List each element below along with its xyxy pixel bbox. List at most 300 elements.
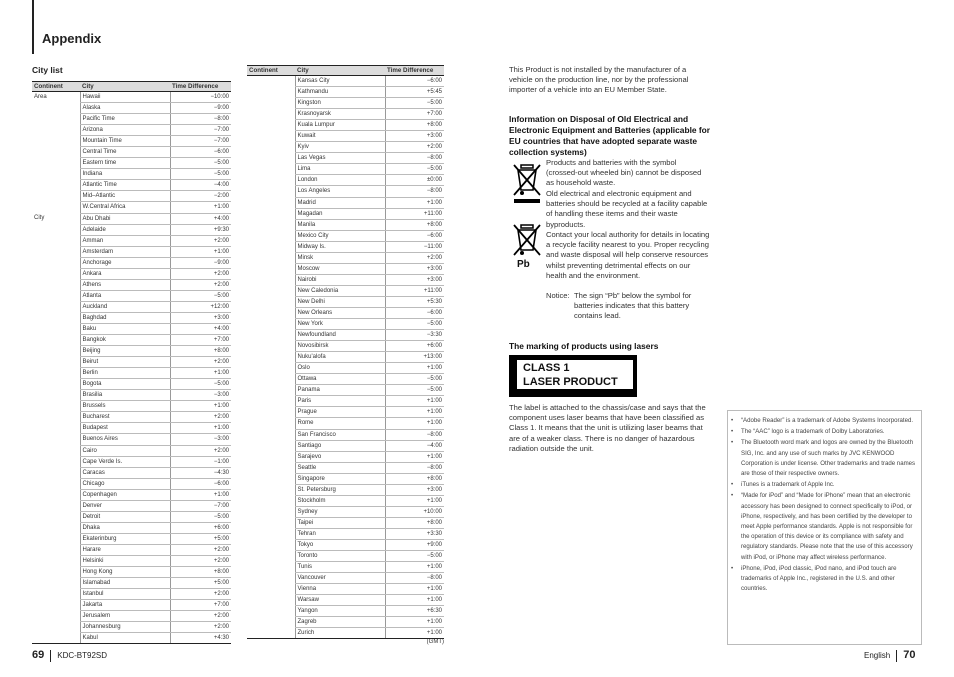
city-cell: Kuala Lumpur bbox=[295, 120, 385, 131]
disposal-paragraph-3: Contact your local authority for details in locating a recycle facility nearest to you. Proper recycling and waste disposal will help conserve resources whilst preventing detrimental effects on our health and the environment. bbox=[546, 230, 710, 280]
table-row bbox=[32, 301, 231, 312]
time-difference-cell: +5:00 bbox=[170, 533, 231, 544]
continent-cell bbox=[247, 462, 295, 473]
city-cell: Caracas bbox=[80, 467, 170, 478]
disposal-heading: Information on Disposal of Old Electrical and Electronic Equipment and Batteries (applicable for EU countries that have adopted separate waste collection systems) bbox=[509, 114, 711, 157]
continent-cell bbox=[247, 341, 295, 352]
continent-cell bbox=[247, 241, 295, 252]
city-cell: Amsterdam bbox=[80, 246, 170, 257]
table-row bbox=[32, 379, 231, 390]
page-title: Appendix bbox=[42, 31, 102, 46]
city-cell: Newfoundland bbox=[295, 330, 385, 341]
intro-paragraph: This Product is not installed by the manufacturer of a vehicle on the production line, nor by the professional importer of a vehicle into an EU Member State. bbox=[509, 65, 689, 95]
time-difference-cell: +2:00 bbox=[170, 589, 231, 600]
col-header-city: City bbox=[295, 66, 385, 76]
table-row bbox=[247, 495, 444, 506]
city-cell: Kansas City bbox=[295, 76, 385, 87]
city-cell: Adelaide bbox=[80, 224, 170, 235]
continent-cell bbox=[32, 578, 80, 589]
table-row bbox=[247, 219, 444, 230]
table-row bbox=[32, 279, 231, 290]
table-row bbox=[32, 467, 231, 478]
trademark-text: “Made for iPod” and “Made for iPhone” mean that an electronic accessory has been designed to connect specifically to iPod, or iPhone, respectively, and has been certified by the developer to meet Apple performance standards. Apple is not responsible for the operation of this device or its compliance with safety and regulatory standards. Please note that the use of this accessory with iPod, or iPhone may affect wireless performance. bbox=[741, 492, 913, 561]
table-row bbox=[32, 445, 231, 456]
trademark-item bbox=[728, 438, 917, 479]
time-difference-cell: +1:00 bbox=[170, 368, 231, 379]
table-row bbox=[247, 374, 444, 385]
city-cell: Toronto bbox=[295, 551, 385, 562]
table-row bbox=[247, 131, 444, 142]
table-row bbox=[32, 567, 231, 578]
table-row bbox=[247, 120, 444, 131]
continent-cell bbox=[32, 500, 80, 511]
city-cell: Vancouver bbox=[295, 573, 385, 584]
city-cell: Los Angeles bbox=[295, 186, 385, 197]
time-difference-cell: +2:00 bbox=[170, 279, 231, 290]
city-cell: Eastern time bbox=[80, 158, 170, 169]
continent-cell bbox=[247, 230, 295, 241]
time-difference-cell: ±0:00 bbox=[385, 175, 444, 186]
time-difference-cell: −2:00 bbox=[170, 191, 231, 202]
continent-cell bbox=[32, 533, 80, 544]
table-row bbox=[32, 423, 231, 434]
table-row bbox=[247, 407, 444, 418]
continent-cell bbox=[32, 246, 80, 257]
time-difference-cell: −5:00 bbox=[170, 511, 231, 522]
city-cell: Magadan bbox=[295, 208, 385, 219]
table-row bbox=[247, 252, 444, 263]
table-row bbox=[247, 76, 444, 87]
table-row bbox=[32, 202, 231, 213]
continent-cell bbox=[32, 412, 80, 423]
trademark-item bbox=[728, 427, 917, 437]
city-cell: Paris bbox=[295, 396, 385, 407]
table-row bbox=[247, 197, 444, 208]
table-row bbox=[247, 528, 444, 539]
city-cell: Alaska bbox=[80, 103, 170, 114]
time-difference-cell: +1:00 bbox=[385, 617, 444, 628]
time-difference-cell: +1:00 bbox=[385, 407, 444, 418]
continent-cell bbox=[32, 544, 80, 555]
time-difference-cell: +6:30 bbox=[385, 606, 444, 617]
continent-cell bbox=[32, 268, 80, 279]
table-row bbox=[32, 147, 231, 158]
table-row bbox=[247, 98, 444, 109]
continent-cell bbox=[247, 131, 295, 142]
continent-cell bbox=[247, 352, 295, 363]
time-difference-cell: +2:00 bbox=[170, 544, 231, 555]
city-cell: Prague bbox=[295, 407, 385, 418]
col-header-time-difference: Time Difference bbox=[170, 82, 231, 92]
city-cell: Zagreb bbox=[295, 617, 385, 628]
city-cell: Seattle bbox=[295, 462, 385, 473]
city-cell: Moscow bbox=[295, 263, 385, 274]
table-row bbox=[32, 235, 231, 246]
time-difference-cell: +5:45 bbox=[385, 87, 444, 98]
city-cell: Madrid bbox=[295, 197, 385, 208]
table-row bbox=[32, 335, 231, 346]
city-cell: Harare bbox=[80, 544, 170, 555]
table-row bbox=[32, 92, 231, 103]
table-row bbox=[32, 224, 231, 235]
city-cell: Athens bbox=[80, 279, 170, 290]
pb-label: Pb bbox=[517, 259, 530, 270]
time-difference-cell: −5:00 bbox=[385, 164, 444, 175]
time-difference-cell: −6:00 bbox=[385, 76, 444, 87]
continent-cell bbox=[32, 357, 80, 368]
continent-cell bbox=[32, 147, 80, 158]
city-cell: Abu Dhabi bbox=[80, 213, 170, 224]
continent-cell bbox=[32, 290, 80, 301]
continent-cell bbox=[32, 445, 80, 456]
continent-cell bbox=[247, 385, 295, 396]
city-table-2 bbox=[247, 65, 444, 639]
trademark-item bbox=[728, 491, 917, 562]
table-row bbox=[32, 401, 231, 412]
bullet-icon: • bbox=[731, 481, 734, 489]
table-row bbox=[32, 346, 231, 357]
laser-class-label bbox=[509, 355, 637, 397]
city-cell: San Francisco bbox=[295, 429, 385, 440]
city-cell: Anchorage bbox=[80, 257, 170, 268]
table-row bbox=[247, 429, 444, 440]
table-row bbox=[247, 175, 444, 186]
footer-left bbox=[32, 649, 107, 662]
city-cell: Minsk bbox=[295, 252, 385, 263]
city-cell: Bangkok bbox=[80, 335, 170, 346]
time-difference-cell: −8:00 bbox=[385, 153, 444, 164]
table-row bbox=[247, 208, 444, 219]
time-difference-cell: −4:00 bbox=[170, 180, 231, 191]
table-row bbox=[247, 319, 444, 330]
table-row bbox=[32, 213, 231, 224]
time-difference-cell: +3:00 bbox=[385, 263, 444, 274]
continent-cell bbox=[247, 307, 295, 318]
time-difference-cell: +11:00 bbox=[385, 285, 444, 296]
continent-cell bbox=[247, 330, 295, 341]
city-cell: Midway Is. bbox=[295, 241, 385, 252]
time-difference-cell: +1:00 bbox=[170, 202, 231, 213]
continent-cell bbox=[247, 76, 295, 87]
time-difference-cell: +8:00 bbox=[385, 473, 444, 484]
continent-cell bbox=[247, 285, 295, 296]
continent-cell bbox=[247, 539, 295, 550]
continent-cell bbox=[32, 456, 80, 467]
table-row bbox=[247, 385, 444, 396]
continent-cell bbox=[247, 142, 295, 153]
continent-cell bbox=[247, 551, 295, 562]
table-row bbox=[32, 290, 231, 301]
continent-cell bbox=[32, 202, 80, 213]
city-list-heading: City list bbox=[32, 65, 63, 75]
table-row bbox=[32, 578, 231, 589]
table-row bbox=[32, 323, 231, 334]
table-row bbox=[247, 87, 444, 98]
table-row bbox=[247, 418, 444, 429]
time-difference-cell: −8:00 bbox=[385, 429, 444, 440]
table-row bbox=[32, 114, 231, 125]
table-row bbox=[247, 484, 444, 495]
table-row bbox=[32, 169, 231, 180]
city-cell: Ankara bbox=[80, 268, 170, 279]
table-row bbox=[247, 109, 444, 120]
continent-cell bbox=[32, 401, 80, 412]
city-cell: Rome bbox=[295, 418, 385, 429]
page-number-right: 70 bbox=[903, 649, 916, 661]
continent-cell bbox=[32, 622, 80, 633]
continent-cell bbox=[247, 495, 295, 506]
city-cell: Helsinki bbox=[80, 555, 170, 566]
table-row bbox=[32, 500, 231, 511]
city-cell: Tokyo bbox=[295, 539, 385, 550]
trademark-text: iPhone, iPod, iPod classic, iPod nano, and iPod touch are trademarks of Apple Inc., registered in the U.S. and other countries. bbox=[741, 564, 897, 593]
time-difference-cell: −7:00 bbox=[170, 136, 231, 147]
city-cell: Sydney bbox=[295, 506, 385, 517]
time-difference-cell: −3:00 bbox=[170, 390, 231, 401]
time-difference-cell: +12:00 bbox=[170, 301, 231, 312]
city-cell: Atlantic Time bbox=[80, 180, 170, 191]
table-row bbox=[247, 517, 444, 528]
table-row bbox=[247, 142, 444, 153]
city-cell: Indiana bbox=[80, 169, 170, 180]
time-difference-cell: −5:00 bbox=[385, 551, 444, 562]
bullet-icon: • bbox=[731, 492, 734, 500]
trademark-text: The “AAC” logo is a trademark of Dolby Laboratories. bbox=[741, 428, 885, 436]
city-cell: Mexico City bbox=[295, 230, 385, 241]
continent-cell bbox=[247, 584, 295, 595]
bullet-icon: • bbox=[731, 417, 734, 424]
table-row bbox=[32, 478, 231, 489]
table-row bbox=[32, 589, 231, 600]
time-difference-cell: −6:00 bbox=[385, 230, 444, 241]
time-difference-cell: −5:00 bbox=[385, 374, 444, 385]
continent-cell bbox=[32, 169, 80, 180]
city-cell: Baghdad bbox=[80, 312, 170, 323]
time-difference-cell: +4:30 bbox=[170, 633, 231, 644]
table-row bbox=[32, 257, 231, 268]
continent-cell bbox=[247, 363, 295, 374]
continent-cell bbox=[32, 312, 80, 323]
trademark-item bbox=[728, 416, 917, 426]
continent-cell bbox=[32, 257, 80, 268]
table-row bbox=[32, 312, 231, 323]
continent-cell bbox=[32, 522, 80, 533]
continent-cell bbox=[32, 368, 80, 379]
city-cell: Chicago bbox=[80, 478, 170, 489]
continent-cell bbox=[247, 374, 295, 385]
city-cell: Tehran bbox=[295, 528, 385, 539]
time-difference-cell: −10:00 bbox=[170, 92, 231, 103]
city-cell: Stockholm bbox=[295, 495, 385, 506]
time-difference-cell: +9:30 bbox=[170, 224, 231, 235]
continent-cell bbox=[32, 279, 80, 290]
continent-cell bbox=[247, 440, 295, 451]
time-difference-cell: −6:00 bbox=[385, 307, 444, 318]
table-row bbox=[247, 164, 444, 175]
time-difference-cell: +1:00 bbox=[170, 489, 231, 500]
table-row bbox=[247, 396, 444, 407]
time-difference-cell: +1:00 bbox=[385, 197, 444, 208]
continent-cell bbox=[32, 125, 80, 136]
city-cell: Brasilia bbox=[80, 390, 170, 401]
footer-language: English bbox=[864, 651, 891, 660]
continent-cell bbox=[32, 423, 80, 434]
notice-text: The sign “Pb” below the symbol for batteries indicates that this battery contains lead. bbox=[574, 291, 692, 321]
continent-cell bbox=[247, 296, 295, 307]
table-row bbox=[247, 462, 444, 473]
bullet-icon: • bbox=[731, 439, 734, 447]
time-difference-cell: +10:00 bbox=[385, 506, 444, 517]
time-difference-cell: +8:00 bbox=[170, 567, 231, 578]
time-difference-cell: +8:00 bbox=[385, 517, 444, 528]
table-row bbox=[32, 368, 231, 379]
time-difference-cell: +1:00 bbox=[170, 401, 231, 412]
city-cell: Copenhagen bbox=[80, 489, 170, 500]
time-difference-cell: −3:30 bbox=[385, 330, 444, 341]
time-difference-cell: +1:00 bbox=[170, 246, 231, 257]
time-difference-cell: +8:00 bbox=[170, 346, 231, 357]
city-cell: Amman bbox=[80, 235, 170, 246]
city-cell: Sarajevo bbox=[295, 451, 385, 462]
continent-cell bbox=[32, 434, 80, 445]
city-cell: Nairobi bbox=[295, 274, 385, 285]
table-row bbox=[247, 274, 444, 285]
continent-cell bbox=[247, 595, 295, 606]
continent-cell bbox=[32, 224, 80, 235]
city-cell: Kathmandu bbox=[295, 87, 385, 98]
disposal-paragraph-2: Old electrical and electronic equipment and batteries should be recycled at a facility capable of handling these items and their waste byproducts. bbox=[546, 189, 708, 229]
table-row bbox=[247, 562, 444, 573]
continent-cell bbox=[32, 235, 80, 246]
continent-cell bbox=[32, 191, 80, 202]
table-row bbox=[247, 628, 444, 639]
table-row bbox=[32, 158, 231, 169]
continent-cell bbox=[247, 573, 295, 584]
city-cell: Tunis bbox=[295, 562, 385, 573]
continent-cell bbox=[247, 153, 295, 164]
time-difference-cell: +2:00 bbox=[170, 611, 231, 622]
continent-cell bbox=[247, 528, 295, 539]
city-cell: Ottawa bbox=[295, 374, 385, 385]
city-cell: Beijing bbox=[80, 346, 170, 357]
continent-cell bbox=[32, 467, 80, 478]
header-rule bbox=[32, 0, 34, 54]
time-difference-cell: +4:00 bbox=[170, 323, 231, 334]
time-difference-cell: +8:00 bbox=[385, 219, 444, 230]
trademark-item bbox=[728, 480, 917, 490]
time-difference-cell: +2:00 bbox=[170, 555, 231, 566]
continent-cell bbox=[247, 484, 295, 495]
model-name: KDC-BT92SD bbox=[57, 651, 108, 660]
time-difference-cell: −4:30 bbox=[170, 467, 231, 478]
city-cell: Novosibirsk bbox=[295, 341, 385, 352]
time-difference-cell: +1:00 bbox=[385, 584, 444, 595]
table-row bbox=[32, 555, 231, 566]
city-cell: Bogota bbox=[80, 379, 170, 390]
page-number-left: 69 bbox=[32, 649, 45, 661]
continent-cell bbox=[32, 323, 80, 334]
table-row bbox=[32, 412, 231, 423]
continent-cell bbox=[247, 517, 295, 528]
continent-cell bbox=[32, 600, 80, 611]
city-cell: St. Petersburg bbox=[295, 484, 385, 495]
time-difference-cell: +1:00 bbox=[385, 595, 444, 606]
time-difference-cell: +2:00 bbox=[385, 252, 444, 263]
continent-cell bbox=[32, 136, 80, 147]
continent-cell bbox=[32, 611, 80, 622]
time-difference-cell: +8:00 bbox=[385, 120, 444, 131]
city-cell: Hawaii bbox=[80, 92, 170, 103]
time-difference-cell: +3:30 bbox=[385, 528, 444, 539]
table-row bbox=[32, 522, 231, 533]
table-row bbox=[32, 611, 231, 622]
footer-right bbox=[864, 649, 916, 662]
time-difference-cell: −5:00 bbox=[170, 290, 231, 301]
city-cell: Buenos Aires bbox=[80, 434, 170, 445]
city-cell: Oslo bbox=[295, 363, 385, 374]
time-difference-cell: +1:00 bbox=[385, 495, 444, 506]
time-difference-cell: −8:00 bbox=[385, 573, 444, 584]
continent-cell bbox=[32, 567, 80, 578]
city-cell: Central Time bbox=[80, 147, 170, 158]
table-row bbox=[247, 440, 444, 451]
table-row bbox=[247, 230, 444, 241]
continent-cell bbox=[247, 396, 295, 407]
city-cell: Kyiv bbox=[295, 142, 385, 153]
city-cell: Kingston bbox=[295, 98, 385, 109]
city-cell: New Delhi bbox=[295, 296, 385, 307]
table-row bbox=[32, 191, 231, 202]
time-difference-cell: −5:00 bbox=[385, 385, 444, 396]
time-difference-cell: +1:00 bbox=[385, 396, 444, 407]
city-cell: Denver bbox=[80, 500, 170, 511]
continent-cell bbox=[247, 506, 295, 517]
table-row bbox=[247, 539, 444, 550]
city-cell: Vienna bbox=[295, 584, 385, 595]
table-row bbox=[32, 533, 231, 544]
table-row bbox=[32, 544, 231, 555]
crossed-bin-icon bbox=[512, 162, 542, 204]
table-row bbox=[247, 617, 444, 628]
city-cell: London bbox=[295, 175, 385, 186]
time-difference-cell: +6:00 bbox=[170, 522, 231, 533]
table-row bbox=[247, 551, 444, 562]
time-difference-cell: −8:00 bbox=[385, 186, 444, 197]
time-difference-cell: −5:00 bbox=[170, 158, 231, 169]
time-difference-cell: +4:00 bbox=[170, 213, 231, 224]
continent-cell bbox=[32, 478, 80, 489]
time-difference-cell: +3:00 bbox=[385, 274, 444, 285]
continent-cell bbox=[32, 346, 80, 357]
city-cell: Manila bbox=[295, 219, 385, 230]
table-row bbox=[247, 352, 444, 363]
city-cell: Lima bbox=[295, 164, 385, 175]
city-cell: Beirut bbox=[80, 357, 170, 368]
table-row bbox=[247, 186, 444, 197]
city-cell: Atlanta bbox=[80, 290, 170, 301]
city-cell: Arizona bbox=[80, 125, 170, 136]
table-row bbox=[247, 606, 444, 617]
continent-cell bbox=[32, 158, 80, 169]
table-row bbox=[247, 584, 444, 595]
city-cell: Islamabad bbox=[80, 578, 170, 589]
city-cell: New Orleans bbox=[295, 307, 385, 318]
time-difference-cell: +9:00 bbox=[385, 539, 444, 550]
table-row bbox=[247, 595, 444, 606]
table-row bbox=[32, 103, 231, 114]
continent-cell: Area bbox=[34, 94, 47, 100]
time-difference-cell: −5:00 bbox=[170, 379, 231, 390]
